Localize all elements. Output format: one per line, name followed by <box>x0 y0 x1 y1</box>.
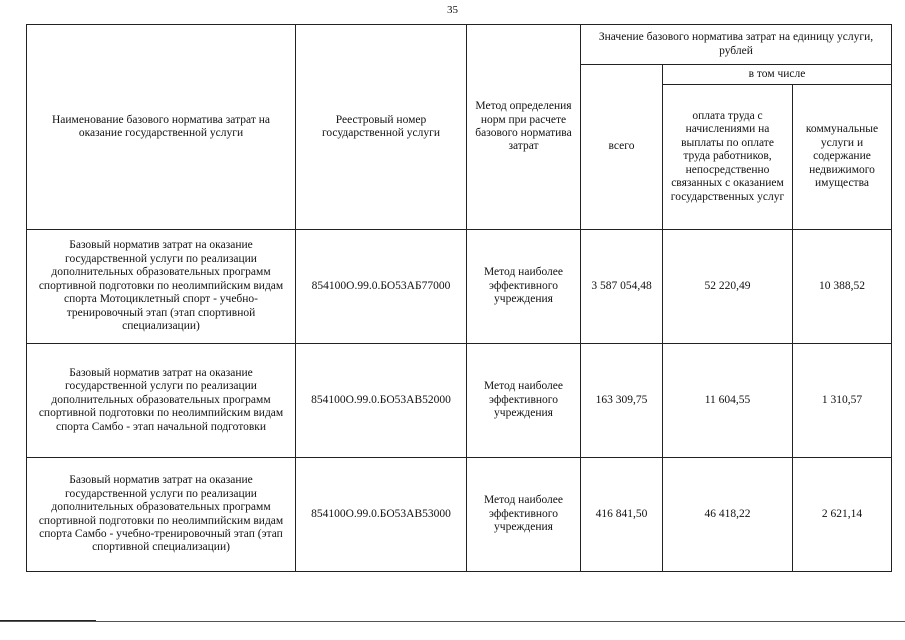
row-total: 163 309,75 <box>581 344 663 458</box>
row-utilities: 2 621,14 <box>793 458 892 572</box>
row-name: Базовый норматив затрат на оказание государственной услуги по реализации дополнительных образовательных программ спортивной подготовки по неолимпийским видам спорта Мотоциклетный спорт - учебно-тренировочный этап (этап спортивной специализации) <box>27 230 296 344</box>
header-labor: оплата труда с начислениями на выплаты по оплате труда работников, непосредственно связанных с оказанием государственных услуг <box>663 85 793 230</box>
row-registry: 854100О.99.0.БО53АБ77000 <box>296 230 467 344</box>
row-method: Метод наиболее эффективного учреждения <box>467 458 581 572</box>
row-method: Метод наиболее эффективного учреждения <box>467 344 581 458</box>
row-name: Базовый норматив затрат на оказание государственной услуги по реализации дополнительных образовательных программ спортивной подготовки по неолимпийским видам спорта Самбо - этап начальной подготовки <box>27 344 296 458</box>
page-number: 35 <box>447 4 458 16</box>
header-total: всего <box>581 65 663 230</box>
row-registry: 854100О.99.0.БО53АВ53000 <box>296 458 467 572</box>
table-row <box>27 344 892 458</box>
header-row-1 <box>27 25 892 65</box>
row-method: Метод наиболее эффективного учреждения <box>467 230 581 344</box>
table-row <box>27 230 892 344</box>
row-labor: 52 220,49 <box>663 230 793 344</box>
norms-table <box>26 24 892 572</box>
row-utilities: 10 388,52 <box>793 230 892 344</box>
header-utilities: коммунальные услуги и содержание недвижимого имущества <box>793 85 892 230</box>
header-value-group: Значение базового норматива затрат на единицу услуги, рублей <box>581 25 892 65</box>
row-total: 3 587 054,48 <box>581 230 663 344</box>
header-registry: Реестровый номер государственной услуги <box>296 25 467 230</box>
header-including: в том числе <box>663 65 892 85</box>
row-total: 416 841,50 <box>581 458 663 572</box>
page-bottom-rule <box>0 621 905 622</box>
row-utilities: 1 310,57 <box>793 344 892 458</box>
row-labor: 11 604,55 <box>663 344 793 458</box>
row-name: Базовый норматив затрат на оказание государственной услуги по реализации дополнительных образовательных программ спортивной подготовки по неолимпийским видам спорта Самбо - учебно-тренировочный этап (этап спортивной специализации) <box>27 458 296 572</box>
header-name: Наименование базового норматива затрат на оказание государственной услуги <box>27 25 296 230</box>
header-method: Метод определения норм при расчете базового норматива затрат <box>467 25 581 230</box>
row-registry: 854100О.99.0.БО53АВ52000 <box>296 344 467 458</box>
table-row <box>27 458 892 572</box>
row-labor: 46 418,22 <box>663 458 793 572</box>
